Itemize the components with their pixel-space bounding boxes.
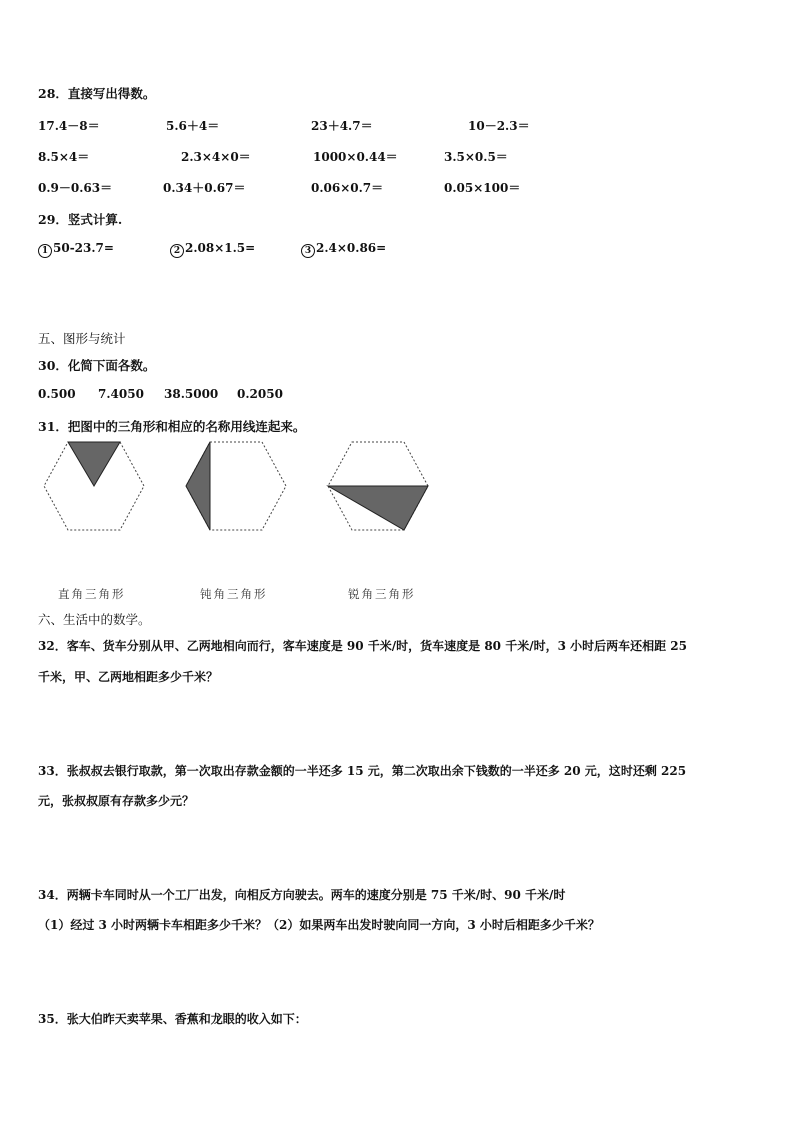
- q28-r2-c3: 1000×0.44＝: [313, 150, 398, 164]
- q28-r1-c2: 5.6＋4＝: [166, 119, 220, 133]
- q30-title: 30．化简下面各数。: [38, 358, 156, 373]
- q28-r3-c2: 0.34＋0.67＝: [163, 181, 246, 195]
- q30-number-2: 7.4050: [98, 387, 144, 401]
- q28-r2-c4: 3.5×0.5＝: [444, 150, 508, 164]
- label-obtuse-triangle: 钝角三角形: [200, 587, 268, 601]
- q32-line-1: 32．客车、货车分别从甲、乙两地相向而行，客车速度是 90 千米/时，货车速度是 80 千米/时，3 小时后两车还相距 25: [38, 639, 687, 653]
- hexagon-figure-3: [326, 440, 430, 532]
- q29-expr-1: 50-23.7=: [53, 241, 114, 255]
- hexagon-figure-1: [42, 440, 146, 532]
- q29-item-3: [301, 241, 386, 258]
- q33-line-2: 元，张叔叔原有存款多少元？: [38, 794, 195, 808]
- q29-item-2: [170, 241, 255, 258]
- q29-title: 29．竖式计算.: [38, 212, 123, 227]
- q29-item-1: [38, 241, 114, 258]
- label-acute-triangle: 锐角三角形: [348, 587, 416, 601]
- label-right-triangle: 直角三角形: [58, 587, 126, 601]
- circled-number: 2: [170, 244, 184, 258]
- section-5-title: 五、图形与统计: [38, 331, 126, 346]
- q28-r3-c1: 0.9－0.63＝: [38, 181, 113, 195]
- q28-r1-c4: 10－2.3＝: [468, 119, 530, 133]
- hexagon-figure-2: [184, 440, 288, 532]
- q30-number-4: 0.2050: [237, 387, 283, 401]
- q35-title: 35．张大伯昨天卖苹果、香蕉和龙眼的收入如下：: [38, 1012, 307, 1026]
- q28-title: 28．直接写出得数。: [38, 86, 156, 101]
- q30-number-1: 0.500: [38, 387, 76, 401]
- q30-number-3: 38.5000: [164, 387, 219, 401]
- q28-r2-c2: 2.3×4×0＝: [181, 150, 251, 164]
- section-6-title: 六、生活中的数学。: [38, 612, 151, 627]
- q29-expr-2: 2.08×1.5=: [185, 241, 256, 255]
- q31-title: 31．把图中的三角形和相应的名称用线连起来。: [38, 419, 306, 434]
- circled-number: 3: [301, 244, 315, 258]
- q28-r3-c4: 0.05×100＝: [444, 181, 521, 195]
- q34-line-1: 34．两辆卡车同时从一个工厂出发，向相反方向驶去。两车的速度分别是 75 千米/时、90 千米/时: [38, 888, 566, 902]
- q34-line-2: （1）经过 3 小时两辆卡车相距多少千米？（2）如果两车出发时驶向同一方向，3 小时后相距多少千米？: [38, 918, 600, 932]
- q29-expr-3: 2.4×0.86=: [316, 241, 387, 255]
- circled-number: 1: [38, 244, 52, 258]
- q32-line-2: 千米，甲、乙两地相距多少千米？: [38, 670, 219, 684]
- q28-r1-c3: 23＋4.7＝: [311, 119, 373, 133]
- q28-r2-c1: 8.5×4＝: [38, 150, 90, 164]
- q33-line-1: 33．张叔叔去银行取款，第一次取出存款金额的一半还多 15 元，第二次取出余下钱数的一半还多 20 元，这时还剩 225: [38, 764, 687, 778]
- q28-r1-c1: 17.4－8＝: [38, 119, 100, 133]
- q28-r3-c3: 0.06×0.7＝: [311, 181, 384, 195]
